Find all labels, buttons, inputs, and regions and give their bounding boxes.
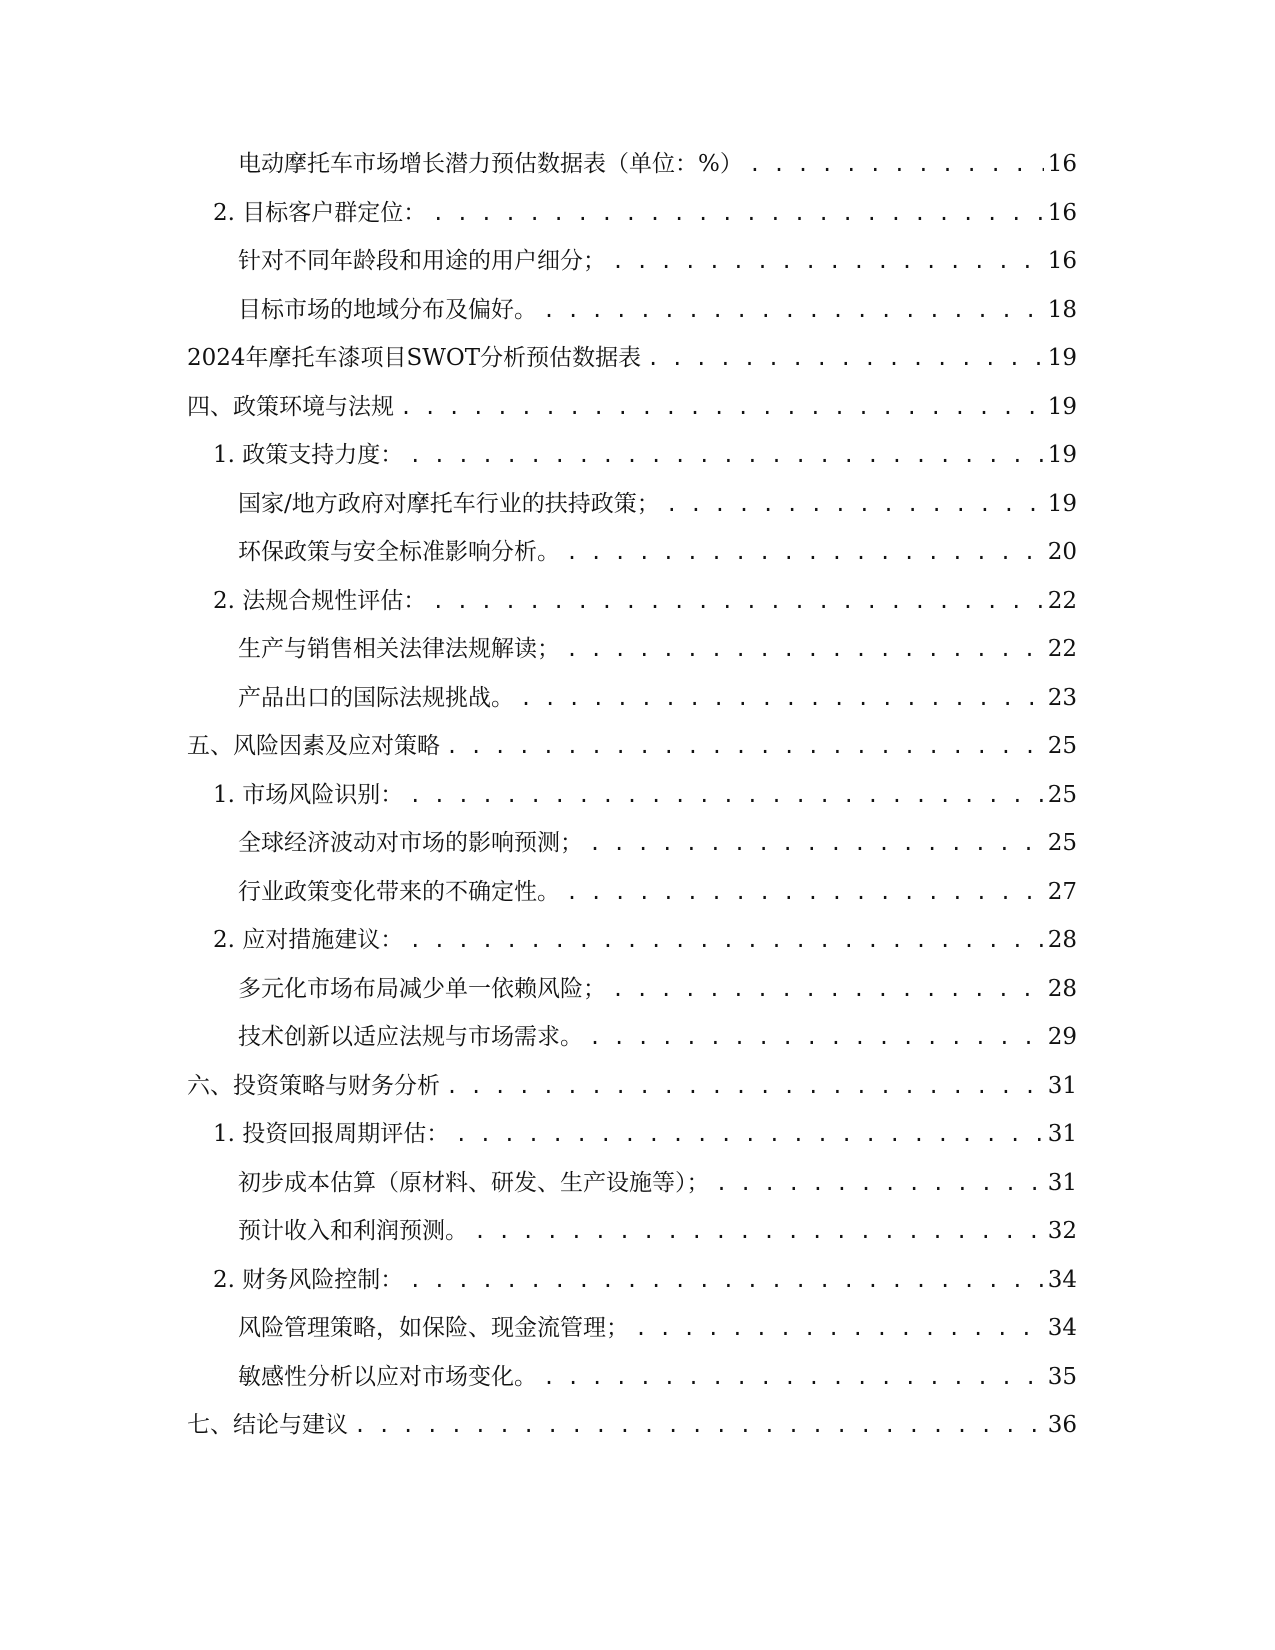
toc-dot-leader (666, 489, 1044, 519)
toc-page-number: 18 (1047, 296, 1077, 323)
toc-dot-leader (716, 1168, 1044, 1198)
toc-entry[interactable] (0, 1353, 1275, 1402)
toc-page-number: 19 (1047, 442, 1077, 469)
toc-page-number: 31 (1047, 1169, 1077, 1196)
toc-page-number: 16 (1047, 199, 1077, 226)
toc-entry[interactable] (0, 480, 1275, 529)
toc-entry[interactable] (0, 625, 1275, 674)
toc-entry[interactable] (0, 1207, 1275, 1256)
toc-dot-leader (432, 586, 1043, 616)
toc-entry-title: 电动摩托车市场增长潜力预估数据表（单位：%） (238, 149, 749, 179)
toc-entry[interactable] (0, 577, 1275, 626)
toc-page-number: 31 (1047, 1072, 1077, 1099)
toc-entry-title: 针对不同年龄段和用途的用户细分； (238, 246, 612, 276)
toc-entry[interactable] (0, 1110, 1275, 1159)
toc-page-number: 16 (1047, 248, 1077, 275)
toc-dot-leader (566, 877, 1044, 907)
toc-dot-leader (455, 1119, 1043, 1149)
toc-page-number: 19 (1047, 393, 1077, 420)
toc-page-number: 31 (1047, 1121, 1077, 1148)
toc-dot-leader (409, 440, 1043, 470)
toc-dot-leader (589, 828, 1044, 858)
toc-entry-title: 目标市场的地域分布及偏好。 (238, 295, 543, 325)
toc-entry[interactable] (0, 528, 1275, 577)
toc-entry[interactable] (0, 1159, 1275, 1208)
toc-page-number: 28 (1047, 975, 1077, 1002)
toc-dot-leader (566, 634, 1044, 664)
toc-page-number: 19 (1047, 345, 1077, 372)
toc-entry[interactable] (0, 868, 1275, 917)
toc-entry[interactable] (0, 140, 1275, 189)
toc-entry[interactable] (0, 189, 1275, 238)
toc-entry[interactable] (0, 334, 1275, 383)
toc-page-number: 23 (1047, 684, 1077, 711)
toc-entry-title: 2. 财务风险控制： (213, 1265, 409, 1295)
toc-page-number: 27 (1047, 878, 1077, 905)
toc-entry-title: 七、结论与建议 (187, 1410, 354, 1440)
toc-entry-title: 风险管理策略，如保险、现金流管理； (238, 1313, 635, 1343)
toc-entry[interactable] (0, 237, 1275, 286)
toc-page-number: 25 (1047, 830, 1077, 857)
toc-dot-leader (749, 149, 1044, 179)
toc-entry[interactable] (0, 383, 1275, 432)
toc-page-number: 35 (1047, 1363, 1077, 1390)
toc-dot-leader (400, 392, 1044, 422)
toc-entry-title: 六、投资策略与财务分析 (187, 1071, 446, 1101)
toc-entry-title: 2024年摩托车漆项目SWOT分析预估数据表 (187, 343, 647, 373)
toc-entry-title: 1. 政策支持力度： (213, 440, 409, 470)
table-of-contents (0, 140, 1275, 1450)
toc-page-number: 34 (1047, 1266, 1077, 1293)
toc-dot-leader (446, 731, 1044, 761)
toc-page-number: 36 (1047, 1412, 1077, 1439)
toc-page-number: 34 (1047, 1315, 1077, 1342)
toc-entry-title: 2. 法规合规性评估： (213, 586, 432, 616)
toc-entry-title: 行业政策变化带来的不确定性。 (238, 877, 566, 907)
toc-page-number: 25 (1047, 781, 1077, 808)
toc-page-number: 29 (1047, 1024, 1077, 1051)
toc-entry-title: 多元化市场布局减少单一依赖风险； (238, 974, 612, 1004)
toc-dot-leader (612, 246, 1044, 276)
toc-dot-leader (409, 925, 1043, 955)
toc-dot-leader (409, 780, 1043, 810)
toc-entry[interactable] (0, 1401, 1275, 1450)
toc-dot-leader (409, 1265, 1043, 1295)
toc-entry[interactable] (0, 1013, 1275, 1062)
toc-dot-leader (354, 1410, 1044, 1440)
toc-dot-leader (474, 1216, 1044, 1246)
toc-entry-title: 预计收入和利润预测。 (238, 1216, 474, 1246)
toc-dot-leader (635, 1313, 1044, 1343)
toc-entry-title: 国家/地方政府对摩托车行业的扶持政策； (238, 489, 666, 519)
toc-entry[interactable] (0, 819, 1275, 868)
toc-dot-leader (589, 1022, 1044, 1052)
toc-entry[interactable] (0, 431, 1275, 480)
toc-entry-title: 1. 市场风险识别： (213, 780, 409, 810)
toc-dot-leader (543, 295, 1044, 325)
toc-entry-title: 技术创新以适应法规与市场需求。 (238, 1022, 589, 1052)
toc-entry[interactable] (0, 916, 1275, 965)
toc-entry[interactable] (0, 771, 1275, 820)
toc-page-number: 28 (1047, 927, 1077, 954)
toc-entry-title: 环保政策与安全标准影响分析。 (238, 537, 566, 567)
toc-entry-title: 2. 应对措施建议： (213, 925, 409, 955)
toc-dot-leader (647, 343, 1044, 373)
toc-dot-leader (612, 974, 1044, 1004)
toc-entry-title: 敏感性分析以应对市场变化。 (238, 1362, 543, 1392)
toc-entry-title: 产品出口的国际法规挑战。 (238, 683, 520, 713)
toc-entry-title: 2. 目标客户群定位： (213, 198, 432, 228)
toc-dot-leader (543, 1362, 1044, 1392)
toc-entry-title: 全球经济波动对市场的影响预测； (238, 828, 589, 858)
toc-dot-leader (432, 198, 1043, 228)
toc-page-number: 22 (1047, 636, 1077, 663)
toc-entry-title: 初步成本估算（原材料、研发、生产设施等）； (238, 1168, 716, 1198)
toc-page-number: 25 (1047, 733, 1077, 760)
toc-entry-title: 生产与销售相关法律法规解读； (238, 634, 566, 664)
toc-entry-title: 1. 投资回报周期评估： (213, 1119, 455, 1149)
toc-entry[interactable] (0, 1304, 1275, 1353)
toc-entry[interactable] (0, 674, 1275, 723)
toc-entry[interactable] (0, 1062, 1275, 1111)
toc-page-number: 32 (1047, 1218, 1077, 1245)
toc-entry-title: 四、政策环境与法规 (187, 392, 400, 422)
toc-entry[interactable] (0, 1256, 1275, 1305)
toc-entry[interactable] (0, 722, 1275, 771)
toc-page-number: 19 (1047, 490, 1077, 517)
toc-page-number: 22 (1047, 587, 1077, 614)
toc-dot-leader (520, 683, 1044, 713)
toc-dot-leader (446, 1071, 1044, 1101)
toc-page-number: 16 (1047, 151, 1077, 178)
toc-page-number: 20 (1047, 539, 1077, 566)
toc-dot-leader (566, 537, 1044, 567)
toc-entry-title: 五、风险因素及应对策略 (187, 731, 446, 761)
toc-entry[interactable] (0, 286, 1275, 335)
toc-entry[interactable] (0, 965, 1275, 1014)
